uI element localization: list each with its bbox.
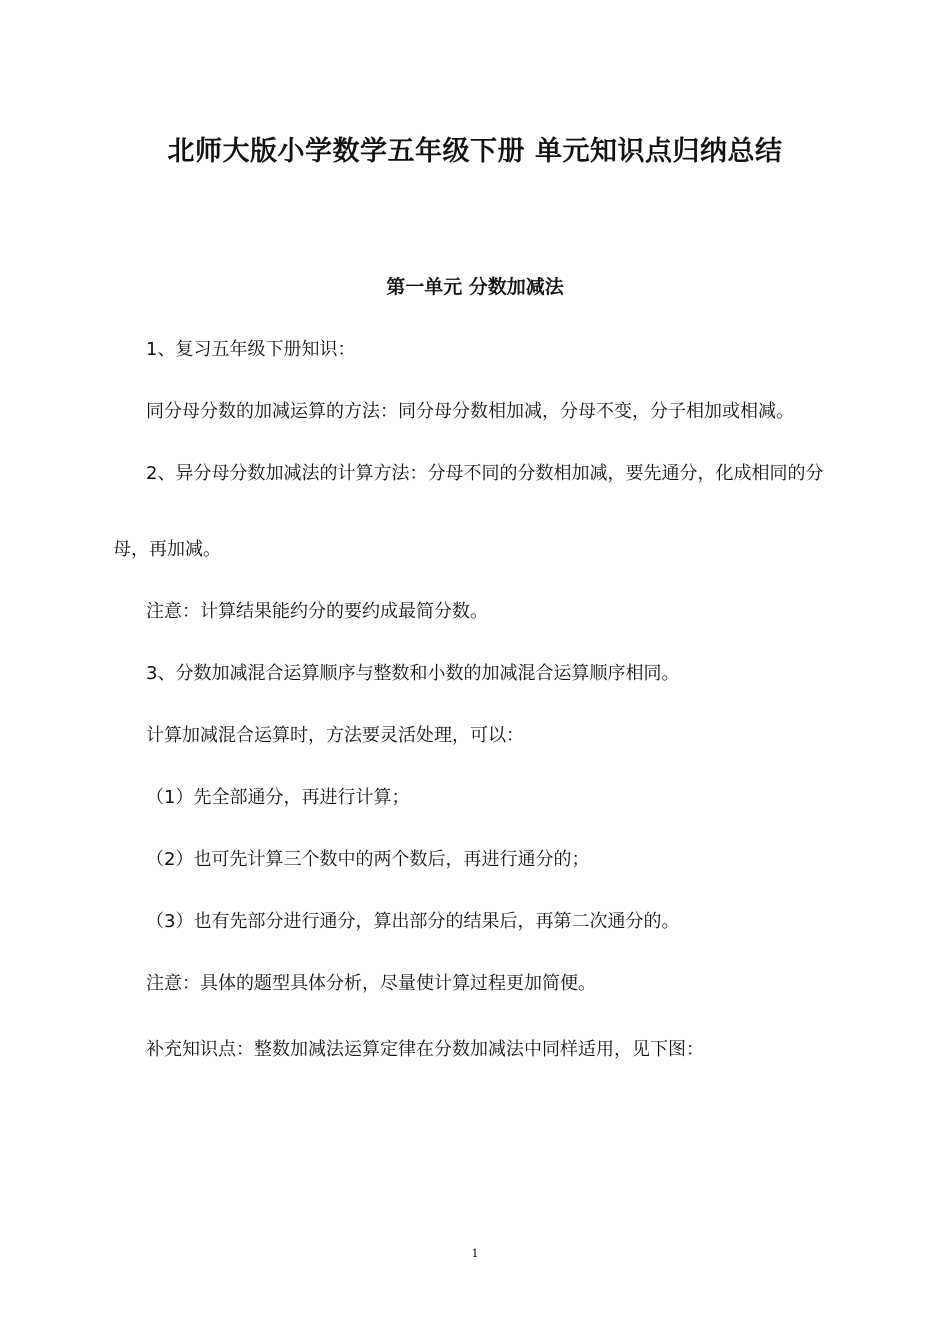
- list-item-method-2: （2）也可先计算三个数中的两个数后，再进行通分的；: [146, 849, 590, 870]
- paragraph-same-denominator-rule: 同分母分数的加减运算的方法：同分母分数相加减，分母不变，分子相加或相减。: [146, 401, 794, 422]
- paragraph-note-simplify: 注意：计算结果能约分的要约成最简分数。: [146, 601, 488, 622]
- list-item-method-1: （1）先全部通分，再进行计算；: [146, 787, 410, 808]
- list-item-method-3: （3）也有先部分进行通分，算出部分的结果后，再第二次通分的。: [146, 911, 680, 932]
- paragraph-review-heading: 1、复习五年级下册知识：: [146, 339, 356, 360]
- paragraph-note-simplest: 注意：具体的题型具体分析，尽量使计算过程更加简便。: [146, 973, 596, 994]
- paragraph-supplement: 补充知识点：整数加减法运算定律在分数加减法中同样适用，见下图：: [146, 1039, 704, 1060]
- page-number: 1: [471, 1247, 479, 1260]
- paragraph-different-denominator-rule-continued: 母，再加减。: [113, 539, 221, 560]
- paragraph-different-denominator-rule: 2、异分母分数加减法的计算方法：分母不同的分数相加减，要先通分，化成相同的分: [146, 463, 824, 484]
- paragraph-mixed-operation-order: 3、分数加减混合运算顺序与整数和小数的加减混合运算顺序相同。: [146, 663, 680, 684]
- section-heading: 第一单元 分数加减法: [386, 276, 564, 298]
- document-title: 北师大版小学数学五年级下册 单元知识点归纳总结: [167, 136, 783, 167]
- paragraph-flexible-methods: 计算加减混合运算时，方法要灵活处理，可以：: [146, 725, 524, 746]
